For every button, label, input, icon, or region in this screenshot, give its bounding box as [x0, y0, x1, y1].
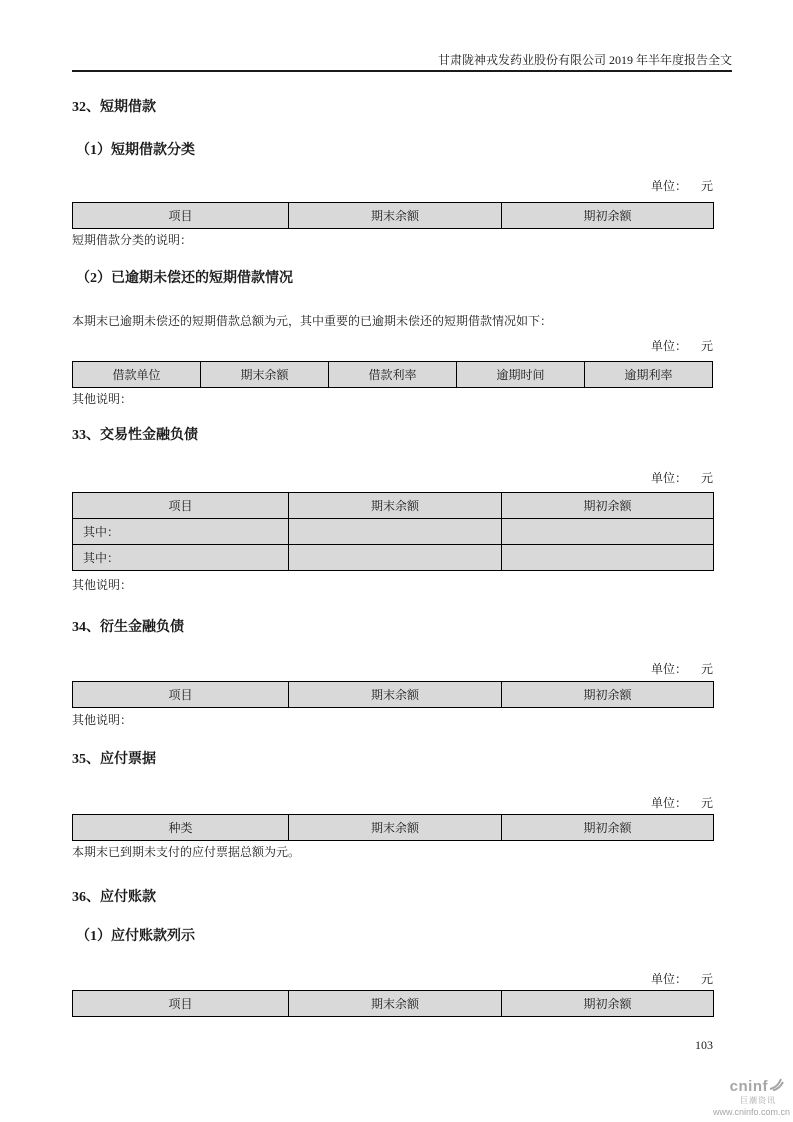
cninfo-watermark	[700, 1078, 790, 1117]
unit-line	[72, 662, 713, 677]
cninfo-brand-text: cninf	[729, 1078, 768, 1095]
col-header-item: 项目	[73, 493, 289, 519]
empty-cell	[502, 519, 714, 545]
col-header-overdue-rate: 逾期利率	[585, 362, 713, 388]
unit-label: 单位：	[650, 662, 687, 676]
section-36-heading: 36、应付账款	[72, 890, 156, 905]
section-32-sub1-heading: （1）短期借款分类	[76, 143, 195, 158]
col-header-beginning-balance: 期初余额	[502, 815, 714, 841]
col-header-overdue-time: 逾期时间	[457, 362, 585, 388]
col-header-beginning-balance: 期初余额	[502, 682, 714, 708]
col-header-beginning-balance: 期初余额	[502, 493, 714, 519]
table-header-row	[73, 493, 714, 519]
col-header-beginning-balance: 期初余额	[502, 203, 714, 229]
unit-value: 元	[700, 796, 713, 810]
table-header-row	[73, 362, 713, 388]
cninfo-chinese-name: 巨潮资讯	[740, 1096, 776, 1105]
unit-value: 元	[700, 179, 713, 193]
unit-label: 单位：	[650, 972, 687, 986]
col-header-type: 种类	[73, 815, 289, 841]
other-note: 其他说明：	[72, 392, 133, 406]
report-title: 甘肃陇神戎发药业股份有限公司 2019 年半年度报告全文	[437, 53, 732, 67]
col-header-ending-balance: 期末余额	[289, 493, 502, 519]
unit-label: 单位：	[650, 796, 687, 810]
table-row	[73, 545, 714, 571]
empty-cell	[289, 545, 502, 571]
cninfo-swirl-icon	[769, 1078, 784, 1095]
col-header-item: 项目	[73, 203, 289, 229]
col-header-beginning-balance: 期初余额	[502, 991, 714, 1017]
row-label-including: 其中：	[73, 545, 289, 571]
unit-value: 元	[700, 471, 713, 485]
section-36-sub1-heading: （1）应付账款列示	[76, 929, 195, 944]
cninfo-brand-row	[700, 1078, 784, 1095]
unit-value: 元	[700, 339, 713, 353]
row-label-including: 其中：	[73, 519, 289, 545]
section-32-sub2-heading: （2）已逾期未偿还的短期借款情况	[76, 271, 293, 286]
col-header-item: 项目	[73, 991, 289, 1017]
notes-payable-table	[72, 814, 714, 841]
unit-line	[72, 796, 713, 811]
overdue-loan-table	[72, 361, 713, 388]
empty-cell	[289, 519, 502, 545]
col-header-ending-balance: 期末余额	[289, 815, 502, 841]
table-header-row	[73, 682, 714, 708]
unit-value: 元	[700, 662, 713, 676]
table-header-row	[73, 815, 714, 841]
running-header	[72, 53, 732, 72]
col-header-ending-balance: 期末余额	[289, 203, 502, 229]
other-note: 其他说明：	[72, 578, 133, 592]
unit-line	[72, 471, 713, 486]
short-term-loan-classification-table	[72, 202, 714, 229]
cninfo-url: www.cninfo.com.cn	[712, 1107, 790, 1117]
col-header-item: 项目	[73, 682, 289, 708]
page-number: 103	[695, 1038, 713, 1052]
section-35-heading: 35、应付票据	[72, 752, 156, 767]
other-note: 其他说明：	[72, 713, 133, 727]
col-header-ending-balance: 期末余额	[289, 682, 502, 708]
accounts-payable-table	[72, 990, 714, 1017]
col-header-loan-rate: 借款利率	[329, 362, 457, 388]
unit-line	[72, 972, 713, 987]
derivative-financial-liabilities-table	[72, 681, 714, 708]
section-33-heading: 33、交易性金融负债	[72, 428, 198, 443]
table-header-row	[73, 203, 714, 229]
classification-note: 短期借款分类的说明：	[72, 233, 193, 247]
unit-line	[72, 179, 713, 194]
table-header-row	[73, 991, 714, 1017]
unit-label: 单位：	[650, 179, 687, 193]
table-row	[73, 519, 714, 545]
unit-value: 元	[700, 972, 713, 986]
overdue-loan-body-text: 本期末已逾期未偿还的短期借款总额为元，其中重要的已逾期未偿还的短期借款情况如下：	[72, 314, 553, 328]
unit-label: 单位：	[650, 339, 687, 353]
trading-financial-liabilities-table	[72, 492, 714, 571]
empty-cell	[502, 545, 714, 571]
notes-payable-note: 本期末已到期未支付的应付票据总额为元。	[72, 845, 301, 859]
unit-line	[72, 339, 713, 354]
unit-label: 单位：	[650, 471, 687, 485]
section-32-heading: 32、短期借款	[72, 100, 156, 115]
col-header-lender: 借款单位	[73, 362, 201, 388]
col-header-ending-balance: 期末余额	[201, 362, 329, 388]
section-34-heading: 34、衍生金融负债	[72, 620, 184, 635]
col-header-ending-balance: 期末余额	[289, 991, 502, 1017]
